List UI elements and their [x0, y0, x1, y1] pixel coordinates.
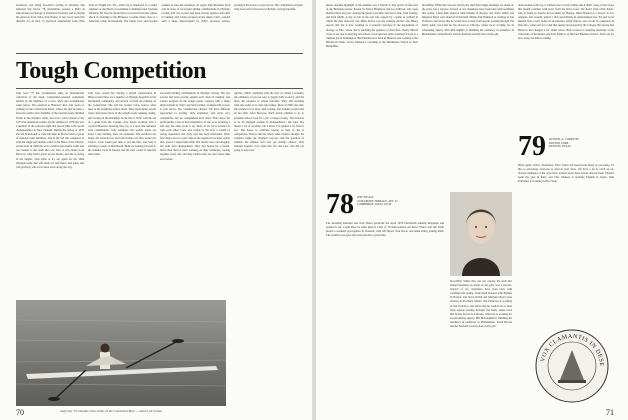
- portrait-photo: [450, 192, 512, 276]
- class-78-header: [326, 189, 444, 220]
- class-78-notes: The Amazing Knutzen and Jean Dixon predicted the April 1979 Dartmouth Alumni Magazine and pointed it out. Could there be some kind of Class of '78 mini-reunion out there? Nancy and Jim Kohn hosted a weekend get-together in Vermont, with Jeff Ingall, Tom Davis, and Anne Tetley joining them. The weather was great and everyone had a good time.: [326, 222, 444, 238]
- top-rule: [16, 53, 303, 54]
- intro-text: bookstore, and doing free-lance writing in Vermont. She authored Vox Vector '78, meanwhile, pursues a Ph.D. in educational psychology at Stanford University and is playing the guitar in local clubs. Jack Nunez, at last word, tested his diploma for an M.S. in electrical engineering from Ohio State in Wright Pat, Fla., where he is employed as a senior engineer at the Harris Government Communication Systems Division. By now he should have recovered from the culture shock of returning to the Midwest, it seems rather close to a suburban condo development. The bands, bars, and beaches seemed to ease the transition. At Apgar Kim Rossmus York sent in news of successful sibling combinations in Olympic rowing. The two Gowns had been rowing against each other in training, and Carie's progress in the single sculls, coupled with a sharp improvement by Judy's previous partner, prompted the rowers to join forces. The combination clicked. Judy Geer and Carie Graves Olympic rowing hopefuls.: [16, 4, 303, 24]
- headline-rule: [16, 88, 303, 89]
- photo-caption: Judy Geer '75, Olympic rower, trains on the Connecticut River — when it isn't frozen.: [60, 409, 163, 413]
- class-79-secretary: RUSSELL A. COMPTON BOSTON CORP. DENTON, TEXAS: [549, 138, 579, 149]
- right-column-2: incredible! While this was not exactly the stuff that budget meetings are made of, the party was a success. Several of our classmates have been busy with weddings this spring. Linda Kirk married John Perkins in Boston, and Steve Walsh and Margaret Boyd were married in Portland, Maine. Jim Fullerton is working in San Francisco and writes that he would love to hear from anyone passing through. Pat Kelly sends word that he has moved to Chicago, where he is working for an advertising agency. Bill McLaughlin is finishing his residency in pediatrics in Philadelphia. Sarah Brown and her husband recently had a baby girl.: [422, 4, 514, 36]
- right-column-1: inside. Another highlight of the summer was a Fourth of July picnic on the lawn of the Bickmore house, hosted by Nancy Bickmore and Joe Sullivan, who were married there last year. Among the guests were Bob and Sara Crane, Tom Lemley, and Paul Smith. A day of fun in the sun was capped by a game of softball in which the men narrowly lost. Mike Pearce was the winning pitcher. Sue Haney reports that she is now working as a research associate in the department of biology at Yale, where she is studying the genetics of fruit flies. Nancy Hirsch wrote to say she is enjoying law school at Georgetown and is looking forward to a summer job in Washington. Bill Henderson is back in Hanover and working at the Hitchcock Clinic. Dave Johnston is teaching at the Holderness School in New Hampshire.: [326, 4, 418, 48]
- right-column-3: turns around at the top. (I rubbed over it several times and it didn't come.) Class notes this month continue with news from the West Coast. We heard from Chris Ferris, who is living in Seattle and working for Boeing. Mark Hanson is a lawyer in Los Angeles, and recently joined a firm specializing in entertainment law. Ed and Carol Russell have a new home in Sacramento. Andy Wilson, who works in computers in Palo Alto, came east for a visit this spring and stopped by the College. He reports that Hanover has changed a lot. Other notes: Beth Carlson is studying medicine at the University of Rochester, and Tom Reilly is at Harvard Business School. That's all for now. Keep the letters coming.: [518, 4, 614, 40]
- headline: Tough Competition: [16, 58, 206, 84]
- left-page: [0, 0, 312, 420]
- rowing-photo: [16, 300, 226, 406]
- class-79-header: [518, 131, 614, 162]
- rowing-photo-image: [16, 300, 226, 406]
- right-column-2-cont: incredible! While this was not exactly the stuff that budget meetings are made of, the party was a success. Several of our classmates have been busy with weddings this spring. Linda Kirk married John Perkins in Boston, and Steve Walsh and Margaret Boyd were married in Portland, Maine. Jim Fullerton is working in San Francisco and writes that he would love to hear from anyone passing through. Pat Kelly sends word that he has moved to Chicago, where he is working for an advertising agency. Bill McLaughlin is finishing his residency in pediatrics in Philadelphia. Sarah Brown and her husband recently had a baby girl.: [450, 280, 512, 329]
- page-number-right: 71: [606, 408, 614, 417]
- class-79-notes: Hello again, fellow classmates. Since I have not heard from many of you lately, I'd like to encourage everyone to send in your news. We have a lot to catch up on. Several members of the class have written about their travels abroad. Peter Thomas spent the year in Paris, and Tina Johnson is teaching English in Japan. John Fairbanks is working in New York.: [518, 164, 614, 184]
- dartmouth-seal: [534, 328, 610, 404]
- page-number-left: 70: [16, 408, 24, 417]
- svg-text:VOX CLAMANTIS IN DESERTO: VOX CLAMANTIS IN DESE: [540, 333, 605, 367]
- class-78-number: 78: [326, 189, 354, 220]
- class-79-number: 79: [518, 131, 546, 162]
- seal-icon: [534, 328, 610, 404]
- right-page: [316, 0, 628, 420]
- column-3: successful sibling combinations in Olympic rowing. The two Gowns had been rowing against each other in training, and Carie's progress in the single sculls, coupled with a sharp improvement by Judy's previous partner, prompted the rowers to join forces. The combination clicked. 'We have different approaches to rowing,' Judy explained, 'and we're very competitive, but we complement each other.' She's more the perfectionist. Carie is more instinctive. If one of us is having a bad day, the other picks it up. Most of all we've learned to trust each other. Carie also brings to the boat a wealth of racing experience that Judy says has been invaluable. Their first major test as a pair came at the regatta in Lucerne, where they placed a respectable fifth. The results were encouraging, but both were disappointed. They had hoped for a medal. Since then they've been working on their technique, rowing together every day, and they believe they are now faster than ever before.: [160, 92, 230, 161]
- column-1: Judy Geer '75 has accumulated quite an international collection of the sleek, competition-oriented equipment needed by the members of a crew. She's also accumulated some prizes. She returned to Hanover after four years of training on the Connecticut River, where she had become a first-rate sculler and a member of the national team, finished fourth at the Olympic trials, and won a silver medal at the 1975 Pan American Games. In the summer of 1978 she was a member of the women's eight that placed fifth at the world championships in New Zealand. During the spring of 1979 she left Dartmouth to train full time in Boston with a group of national team members, and in the fall she competed in both the single and double sculls at the Head of the Charles. At the trials in 1980 she won a berth in the double sculls and was named to the team that was later to stay home from Moscow. Judy hasn't given up the dream, and she is racing in the singles, with plans to try out again for the 1984 Olympic team. She will study art, and dance, and paint, and will probably win a few more races along the way.: [16, 92, 84, 169]
- portrait-image: [450, 192, 512, 276]
- column-4: psiodes, which combined with the start of classes ('Actually, she admitted, it was not easy to juggle both at once'), and the more she returned to school full-time. She's still deciding what she wants to do after the Games. Most of 1980, she said, she planned to be busy with rowing, and training would take all her time. After Moscow, she'll decide whether to go to graduate school, look for a job, or keep rowing. 'The decision to be an engaged woman in independence,' she said, 'has meant a lot of sacrifice, but I know I've gained a lot from it too.' She hopes to continue rowing as long as she is competitive. There's still the whole other chapter, though: the women's eight, the Olympic boycott, and the question of whether the athletes will ever get another chance. Judy remains hopeful. 'I've come this far,' she says, 'and I'm not going to stop now.': [234, 92, 304, 153]
- column-2: Judy Geer posted her driving a mouth conversation in Hanover that there are a number of Olympic hopefuls in the Dartmouth community, and several of them are training on the Connecticut. She and her partner Carie Graves often meet at the boathouse before dawn. They spend hours on the water, then hours more in the weight room, running, skiing, and rowing on the machines. In the fall of 1979, with the aid of a grant from the College, they began working with a coach in Hanover. Rowing, they say, is a sport that demands total commitment. Judy estimates she spends about six hours a day training, more on weekends. The sacrifices are many, the rewards few, but both women say they would not trade it. Carie works part time to pay the bills, and Judy is teaching a course at Dartmouth. Both are looking forward to the summer races in Europe and the next round of national team trials.: [88, 92, 156, 157]
- class-78-secretary: JEFF INGALL 19 PEABODY TERRACE, APT. 22 CAMBRIDGE, MASS. 02138: [357, 196, 398, 207]
